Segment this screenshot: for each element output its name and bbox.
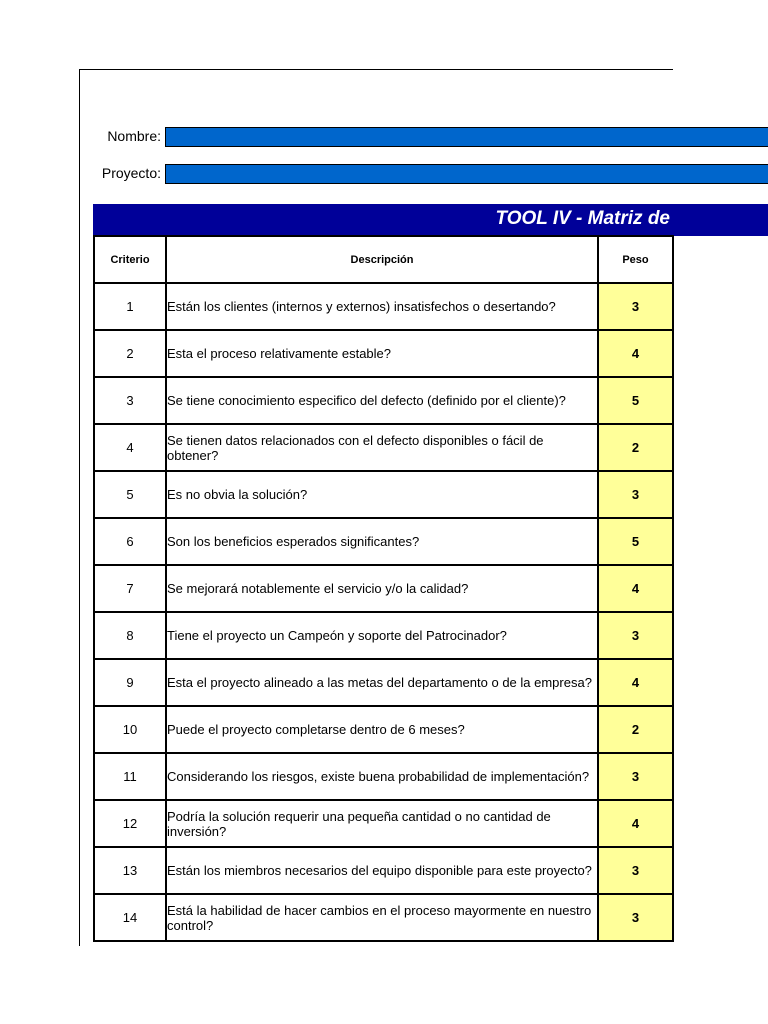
table-row [94, 612, 673, 659]
criterio-cell: 4 [94, 424, 166, 471]
table-row [94, 518, 673, 565]
criterio-cell: 7 [94, 565, 166, 612]
table-row [94, 894, 673, 941]
peso-cell[interactable]: 2 [598, 706, 673, 753]
descripcion-cell: Tiene el proyecto un Campeón y soporte del Patrocinador? [166, 612, 598, 659]
descripcion-cell: Están los clientes (internos y externos) insatisfechos o desertando? [166, 283, 598, 330]
table-row [94, 565, 673, 612]
criterio-cell: 3 [94, 377, 166, 424]
proyecto-label: Proyecto: [101, 165, 161, 181]
nombre-label: Nombre: [107, 128, 161, 144]
descripcion-cell: Esta el proyecto alineado a las metas del departamento o de la empresa? [166, 659, 598, 706]
table-row [94, 706, 673, 753]
criterio-cell: 14 [94, 894, 166, 941]
table-row [94, 800, 673, 847]
criterio-cell: 6 [94, 518, 166, 565]
criterio-cell: 10 [94, 706, 166, 753]
descripcion-cell: Está la habilidad de hacer cambios en el proceso mayormente en nuestro control? [166, 894, 598, 941]
peso-cell[interactable]: 3 [598, 612, 673, 659]
table-row [94, 424, 673, 471]
table-row [94, 330, 673, 377]
table-header-row [94, 236, 673, 283]
peso-cell[interactable]: 4 [598, 330, 673, 377]
header-peso: Peso [598, 236, 673, 283]
table-body [94, 283, 673, 941]
table-row [94, 847, 673, 894]
criterio-cell: 8 [94, 612, 166, 659]
descripcion-cell: Se mejorará notablemente el servicio y/o la calidad? [166, 565, 598, 612]
table-row [94, 283, 673, 330]
peso-cell[interactable]: 4 [598, 565, 673, 612]
proyecto-field[interactable] [165, 164, 768, 184]
criterio-cell: 12 [94, 800, 166, 847]
page-title: TOOL IV - Matriz de [495, 208, 670, 229]
descripcion-cell: Se tienen datos relacionados con el defecto disponibles o fácil de obtener? [166, 424, 598, 471]
descripcion-cell: Son los beneficios esperados significantes? [166, 518, 598, 565]
peso-cell[interactable]: 3 [598, 753, 673, 800]
peso-cell[interactable]: 4 [598, 800, 673, 847]
title-bar [93, 204, 768, 236]
criterio-cell: 9 [94, 659, 166, 706]
table-row [94, 659, 673, 706]
criterio-cell: 2 [94, 330, 166, 377]
peso-cell[interactable]: 5 [598, 518, 673, 565]
criterio-cell: 5 [94, 471, 166, 518]
peso-cell[interactable]: 3 [598, 894, 673, 941]
peso-cell[interactable]: 3 [598, 283, 673, 330]
table-row [94, 471, 673, 518]
descripcion-cell: Podría la solución requerir una pequeña cantidad o no cantidad de inversión? [166, 800, 598, 847]
frame-top-border [79, 69, 673, 70]
criteria-matrix-table [93, 235, 674, 942]
criterio-cell: 1 [94, 283, 166, 330]
header-descripcion: Descripción [166, 236, 598, 283]
descripcion-cell: Esta el proceso relativamente estable? [166, 330, 598, 377]
descripcion-cell: Se tiene conocimiento especifico del defecto (definido por el cliente)? [166, 377, 598, 424]
criterio-cell: 11 [94, 753, 166, 800]
criterio-cell: 13 [94, 847, 166, 894]
header-criterio: Criterio [94, 236, 166, 283]
peso-cell[interactable]: 3 [598, 471, 673, 518]
descripcion-cell: Puede el proyecto completarse dentro de 6 meses? [166, 706, 598, 753]
peso-cell[interactable]: 4 [598, 659, 673, 706]
peso-cell[interactable]: 5 [598, 377, 673, 424]
nombre-field[interactable] [165, 127, 768, 147]
descripcion-cell: Están los miembros necesarios del equipo disponible para este proyecto? [166, 847, 598, 894]
peso-cell[interactable]: 2 [598, 424, 673, 471]
descripcion-cell: Considerando los riesgos, existe buena probabilidad de implementación? [166, 753, 598, 800]
table-row [94, 377, 673, 424]
table-row [94, 753, 673, 800]
frame-left-border [79, 69, 80, 946]
peso-cell[interactable]: 3 [598, 847, 673, 894]
descripcion-cell: Es no obvia la solución? [166, 471, 598, 518]
